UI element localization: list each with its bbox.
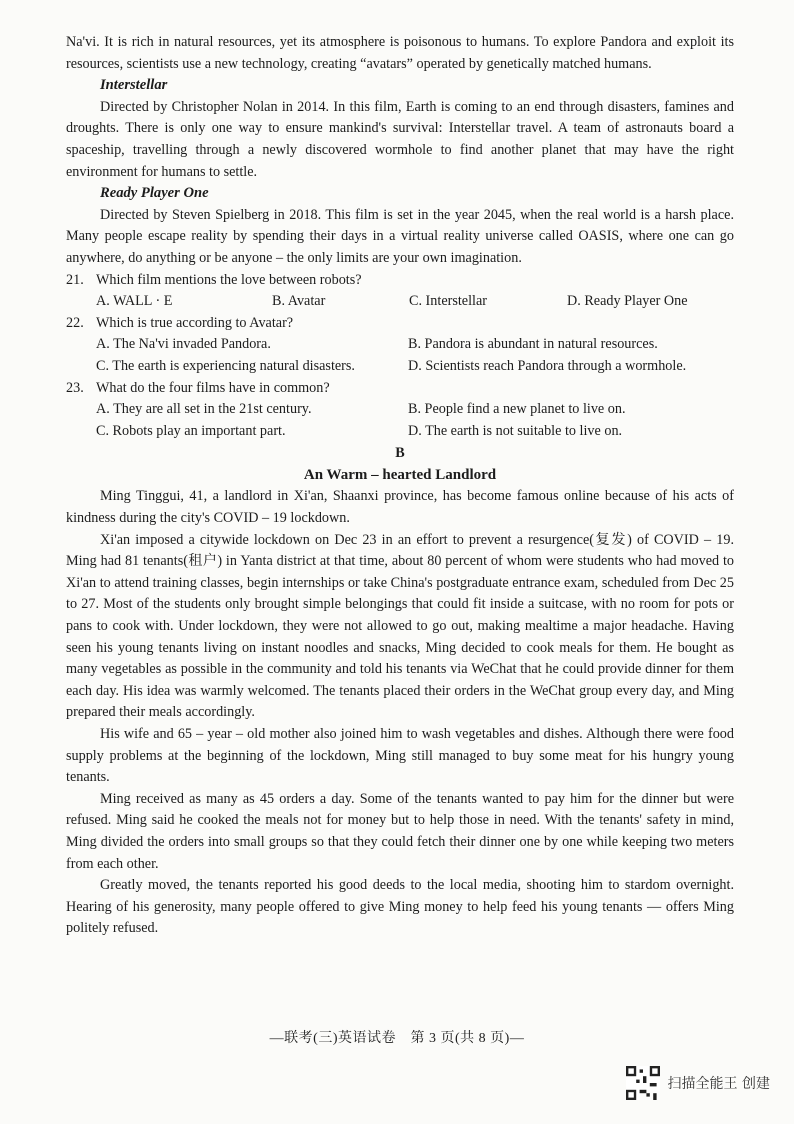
question-23 (66, 378, 734, 443)
question-22 (66, 313, 734, 378)
page-footer: —联考(三)英语试卷 第 3 页(共 8 页)— (269, 1031, 525, 1046)
option-c: C. The earth is experiencing natural disasters. (96, 357, 355, 374)
option-a: A. The Na'vi invaded Pandora. (96, 336, 271, 353)
watermark-text: 扫描全能王 创建 (667, 1076, 770, 1092)
film-title: Ready Player One (100, 185, 209, 202)
scanner-watermark (626, 1066, 770, 1100)
article-paragraph: Ming Tinggui, 41, a landlord in Xi'an, Shaanxi province, has become famous online because of his acts of kindness during the city's COVID – 19 lockdown. (66, 488, 734, 527)
question-number: 23. (66, 379, 84, 396)
question-number: 22. (66, 314, 84, 331)
question-21 (66, 270, 734, 313)
question-stem: Which is true according to Avatar? (96, 314, 294, 331)
option-b: B. People find a new planet to live on. (408, 401, 626, 418)
exam-page (66, 32, 734, 940)
article-paragraph: Xi'an imposed a citywide lockdown on Dec 23 in an effort to prevent a resurgence(复发) of COVID – 19. Ming had 81 tenants(租户) in Yanta district at that time, about 80 percent of whom were students who had moved to Xi'an to attend training classes, begin internships or take China's postgraduate entrance exam, scheduled from Dec 25 to 27. Most of the students only brought simple belongings that could fit inside a suitcase, with no room for pots or pans to cook with. Under lockdown, they were not allowed to go out, making mealtime a major headache. Having seen his young tenants living on instant noodles and snacks, Ming decided to cook meals for them. He bought as many vegetables as possible in the community and told his tenants via WeChat that he could provide dinner for them each day. His idea was warmly welcomed. The tenants placed their orders in the WeChat group every day, and Ming prepared their meals accordingly. (66, 531, 734, 721)
option-c: C. Robots play an important part. (96, 422, 286, 439)
film-title: Interstellar (100, 77, 168, 94)
qr-code-icon (626, 1066, 660, 1100)
option-d: D. Ready Player One (567, 293, 688, 310)
article-paragraph: His wife and 65 – year – old mother also joined him to wash vegetables and dishes. Although there were food supply problems at the beginning of the lockdown, Ming still managed to buy some meat for his hungry young tenants. (66, 726, 734, 786)
section-label: B (395, 445, 405, 462)
option-d: D. Scientists reach Pandora through a wormhole. (408, 357, 687, 374)
option-a: A. They are all set in the 21st century. (96, 401, 312, 418)
options (96, 291, 734, 313)
option-b: B. Pandora is abundant in natural resources. (408, 336, 658, 353)
question-stem: What do the four films have in common? (96, 379, 330, 396)
question-number: 21. (66, 271, 84, 288)
option-a: A. WALL · E (96, 293, 173, 310)
option-c: C. Interstellar (409, 293, 488, 310)
intro-paragraph: Na'vi. It is rich in natural resources, yet its atmosphere is poisonous to humans. To explore Pandora and exploit its resources, scientists use a new technology, creating “avatars” operated by genetically matched humans. (66, 34, 734, 72)
option-d: D. The earth is not suitable to live on. (408, 422, 623, 439)
option-b: B. Avatar (272, 293, 326, 310)
article-title: An Warm – hearted Landlord (303, 466, 497, 483)
article-paragraph: Greatly moved, the tenants reported his good deeds to the local media, shooting him to stardom overnight. Hearing of his generosity, many people offered to give Ming money to help feed his young tenants — offers Ming politely refused. (66, 877, 734, 937)
film-description: Directed by Steven Spielberg in 2018. This film is set in the year 2045, when the real world is a harsh place. Many people escape reality by spending their days in a virtual reality universe called OASIS, where one can go anywhere, do anything or be anyone – the only limits are your own imagination. (66, 206, 734, 266)
film-description: Directed by Christopher Nolan in 2014. In this film, Earth is coming to an end through disasters, famines and droughts. There is only one way to ensure mankind's survival: Interstellar travel. A team of astronauts board a spaceship, travelling through a newly discovered wormhole to find another planet that may have the right environment for humans to settle. (66, 98, 734, 180)
film-interstellar (66, 75, 734, 183)
question-stem: Which film mentions the love between robots? (96, 271, 362, 288)
film-ready-player-one (66, 183, 734, 269)
article-paragraph: Ming received as many as 45 orders a day. Some of the tenants wanted to pay him for the dinner but were refused. Ming said he cooked the meals not for money but to help those in need. With the tenants' safety in mind, Ming divided the orders into small groups so that they could fetch their dinner one by one while keeping two meters from each other. (66, 790, 734, 872)
